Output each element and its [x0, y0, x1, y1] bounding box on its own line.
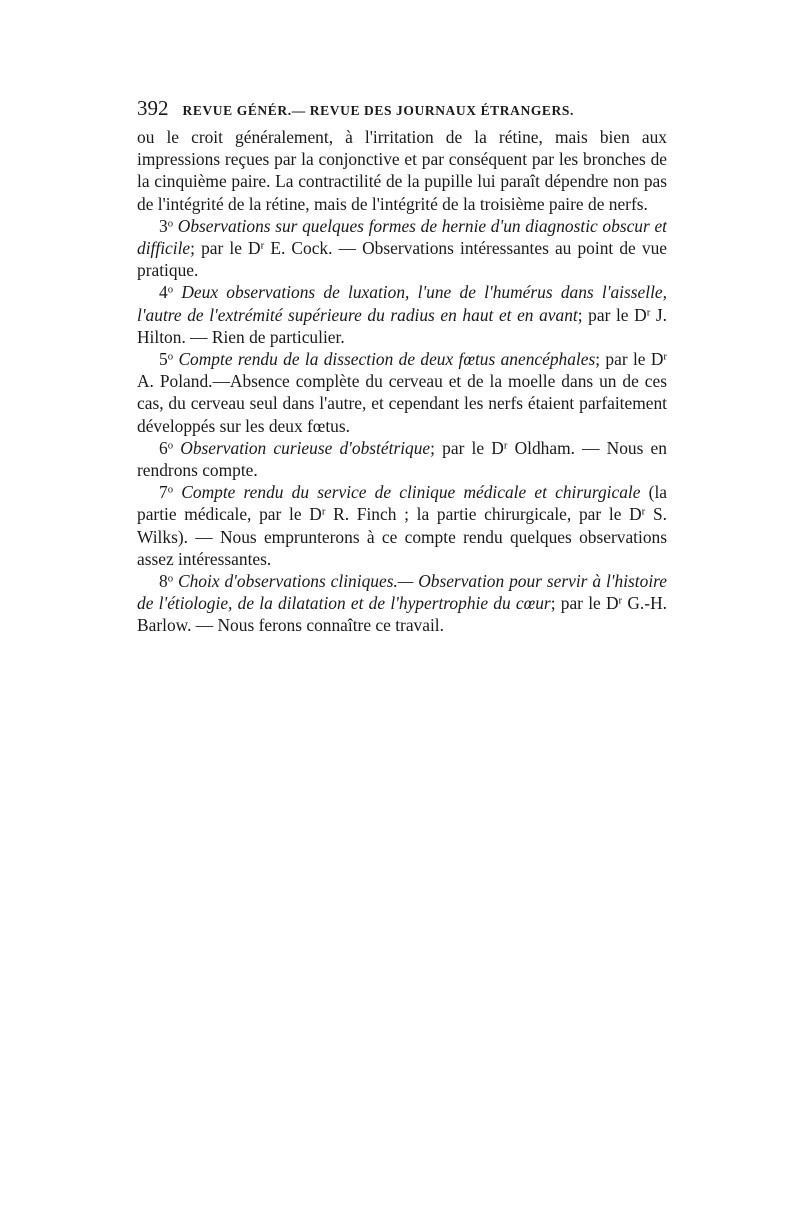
- item-number: 6: [159, 437, 168, 458]
- item-title: Observation curieuse d'obstétrique: [180, 437, 431, 458]
- body-text: [137, 126, 667, 637]
- item-degree: o: [167, 439, 174, 452]
- item-degree: o: [167, 572, 174, 585]
- doctor-superscript: r: [618, 594, 623, 607]
- paragraph-item-5: [137, 348, 667, 437]
- item-number: 3: [159, 215, 168, 236]
- item-by: ; par le D: [550, 593, 619, 614]
- paragraph-continuation: [137, 126, 667, 215]
- item-by: ; par le D: [430, 437, 504, 458]
- doctor-superscript: r: [321, 506, 326, 519]
- item-degree: o: [167, 284, 174, 297]
- running-title: REVUE GÉNÉR.— REVUE DES JOURNAUX ÉTRANGERS.: [182, 103, 574, 118]
- item-number: 4: [159, 282, 168, 303]
- paragraph-item-8: [137, 570, 667, 637]
- item-author-note: S. Wilks). — Nous emprunterons à ce compte rendu quelques observations assez intéressantes.: [137, 504, 667, 569]
- item-title: Observations sur quelques formes de hernie d'un diagnostic obscur et difficile: [137, 215, 667, 259]
- item-number: 7: [159, 482, 168, 503]
- paragraph-item-7: [137, 481, 667, 570]
- item-number: 8: [159, 571, 168, 592]
- item-author-note: G.-H. Barlow. — Nous ferons connaître ce travail.: [137, 593, 667, 636]
- running-header: [137, 96, 667, 126]
- item-degree: o: [167, 350, 174, 363]
- item-title: Compte rendu de la dissection de deux fœtus anencéphales: [178, 349, 596, 370]
- item-title: Compte rendu du service de clinique médicale et chirurgicale: [181, 482, 641, 503]
- document-page: [137, 96, 667, 637]
- item-number: 5: [159, 349, 168, 370]
- doctor-superscript: r: [646, 306, 651, 319]
- doctor-superscript-2: r: [641, 506, 646, 519]
- item-title: Choix d'observations cliniques.— Observation pour servir à l'histoire de l'étiologie, de la dilatation et de l'hypertrophie du cœur: [137, 571, 667, 614]
- doctor-superscript: r: [663, 350, 667, 363]
- item-by: (la partie médicale, par le D: [137, 482, 667, 525]
- paragraph-item-3: [137, 215, 667, 282]
- page-number: 392: [137, 96, 169, 120]
- doctor-superscript: r: [503, 439, 508, 452]
- item-degree: o: [167, 483, 174, 496]
- item-author-note: E. Cock. — Observations intéressantes au point de vue pratique.: [137, 238, 667, 281]
- doctor-superscript: r: [260, 239, 265, 252]
- item-author-note: J. Hilton. — Rien de particulier.: [137, 304, 667, 347]
- item-author-note: Oldham. — Nous en rendrons compte.: [137, 437, 667, 481]
- paragraph-item-6: [137, 437, 667, 481]
- item-mid-text: R. Finch ; la partie chirurgicale, par le D: [325, 504, 642, 525]
- item-author-note: A. Poland.—Absence complète du cerveau et de la moelle dans un de ces cas, du cerveau seul dans l'autre, et cependant les nerfs étaient parfaitement développés sur les deux fœtus.: [137, 371, 667, 436]
- item-degree: o: [167, 217, 174, 230]
- item-by: ; par le D: [190, 238, 261, 259]
- paragraph-text: ou le croit généralement, à l'irritation de la rétine, mais bien aux impressions reçues par la conjonctive et par conséquent par les bronches de la cinquième paire. La contractilité de la pupille lui paraît dépendre non pas de l'intégrité de la rétine, mais de l'intégrité de la troisième paire de nerfs.: [137, 127, 667, 214]
- item-by: ; par le D: [577, 304, 647, 325]
- item-by: ; par le D: [595, 349, 664, 370]
- paragraph-item-4: [137, 281, 667, 348]
- item-title: Deux observations de luxation, l'une de l'humérus dans l'aisselle, l'autre de l'extrémité supérieure du radius en haut et en avant: [137, 282, 667, 325]
